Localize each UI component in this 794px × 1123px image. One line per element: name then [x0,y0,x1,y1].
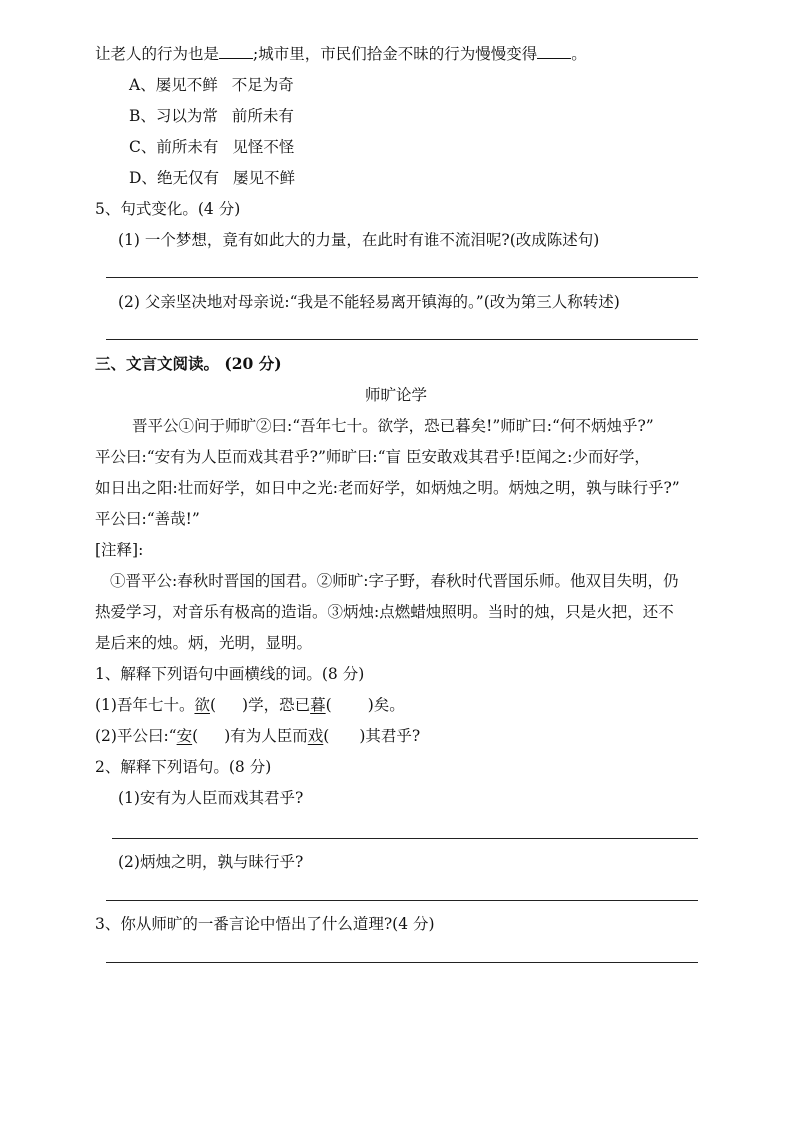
option-word-2: 不足为奇 [231,76,294,94]
cq3-title: 3、你从师旷的一番言论中悟出了什么道理?(4 分) [95,915,435,933]
cq2-sub2: (2)炳烛之明，孰与昧行乎? [118,853,304,871]
notes-line: 是后来的烛。炳，光明，显明。 [95,634,313,652]
paren-open: ( [192,727,199,745]
passage-line: 平公曰:“善哉!” [95,510,200,528]
q4-option-a [129,75,294,95]
option-word-2: 屡见不鲜 [232,169,295,187]
cq1-line1 [95,695,405,715]
cq1-line1-text-a: (1)吾年七十。 [95,696,195,714]
passage-line: 晋平公①问于师旷②曰:“吾年七十。欲学，恐已暮矣!”师旷曰:“何不炳烛乎?” [132,417,654,435]
q4-blank-1[interactable] [219,44,253,59]
q5-sub1: (1) 一个梦想，竟有如此大的力量，在此时有谁不流泪呢?(改成陈述句) [118,231,600,249]
notes-line: ①晋平公:春秋时晋国的国君。②师旷:字子野，春秋时代晋国乐师。他双目失明，仍 [110,572,679,590]
cq1-line2-text-c: )有为人臣而 [224,727,308,745]
cq1-line2 [95,726,420,746]
option-word-1: 屡见不鲜 [155,76,218,94]
cq2-title: 2、解释下列语句。(8 分) [95,758,272,776]
option-letter: B、 [129,107,156,125]
q5-sub2: (2) 父亲坚决地对母亲说:“我是不能轻易离开镇海的。”(改为第三人称转述) [118,293,620,311]
notes-label: [注释]: [95,541,144,559]
option-letter: C、 [129,138,157,156]
passage-line: 平公曰:“安有为人臣而戏其君乎?”师旷曰:“盲 臣安敢戏其君乎!臣闻之:少而好学， [95,448,650,466]
cq3-answer-line[interactable] [106,962,698,963]
q4-stem-part2: ;城市里，市民们拾金不昧的行为慢慢变得 [253,45,538,63]
q5-answer-line-1[interactable] [106,277,698,278]
option-word-1: 绝无仅有 [156,169,219,187]
q4-stem-part3: 。 [571,45,587,63]
q4-option-b [129,106,294,126]
paren-open: ( [323,727,330,745]
cq1-line1-text-c: )学，恐已 [242,696,311,714]
option-letter: A、 [129,76,156,94]
q4-stem [95,44,587,64]
cq2-sub1: (1)安有为人臣而戏其君乎? [118,789,304,807]
underlined-word-2: 戏 [307,727,324,745]
q4-option-d [129,168,295,188]
underlined-word-1: 欲 [194,696,210,714]
paren-open: ( [209,696,217,714]
q5-answer-line-2[interactable] [106,339,698,340]
cq2-answer-line-1[interactable] [112,838,698,839]
q5-title: 5、句式变化。(4 分) [95,200,241,218]
passage-title: 师旷论学 [365,386,428,404]
cq1-line2-text-e: )其君乎? [359,727,421,745]
option-word-1: 习以为常 [155,107,218,125]
cq2-answer-line-2[interactable] [106,900,698,901]
q4-stem-part1: 让老人的行为也是 [95,45,220,63]
option-word-1: 前所未有 [156,138,219,156]
notes-line: 热爱学习，对音乐有极高的造诣。③炳烛:点燃蜡烛照明。当时的烛，只是火把，还不 [95,603,674,621]
passage-line: 如日出之阳:壮而好学，如日中之光:老而好学，如炳烛之明。炳烛之明，孰与昧行乎?” [95,479,680,497]
underlined-word-1: 安 [176,727,193,745]
underlined-word-2: 暮 [310,696,326,714]
option-word-2: 见怪不怪 [232,138,295,156]
section3-heading: 三、文言文阅读。 (20 分) [95,354,282,373]
q4-blank-2[interactable] [537,44,571,59]
option-letter: D、 [129,169,157,187]
q4-option-c [129,137,294,157]
option-word-2: 前所未有 [231,107,294,125]
cq1-line1-text-e: )矣。 [367,696,405,714]
paren-open: ( [325,696,332,714]
cq1-line2-text-a: (2)平公曰:“ [95,727,177,745]
cq1-title: 1、解释下列语句中画横线的词。(8 分) [95,665,365,683]
